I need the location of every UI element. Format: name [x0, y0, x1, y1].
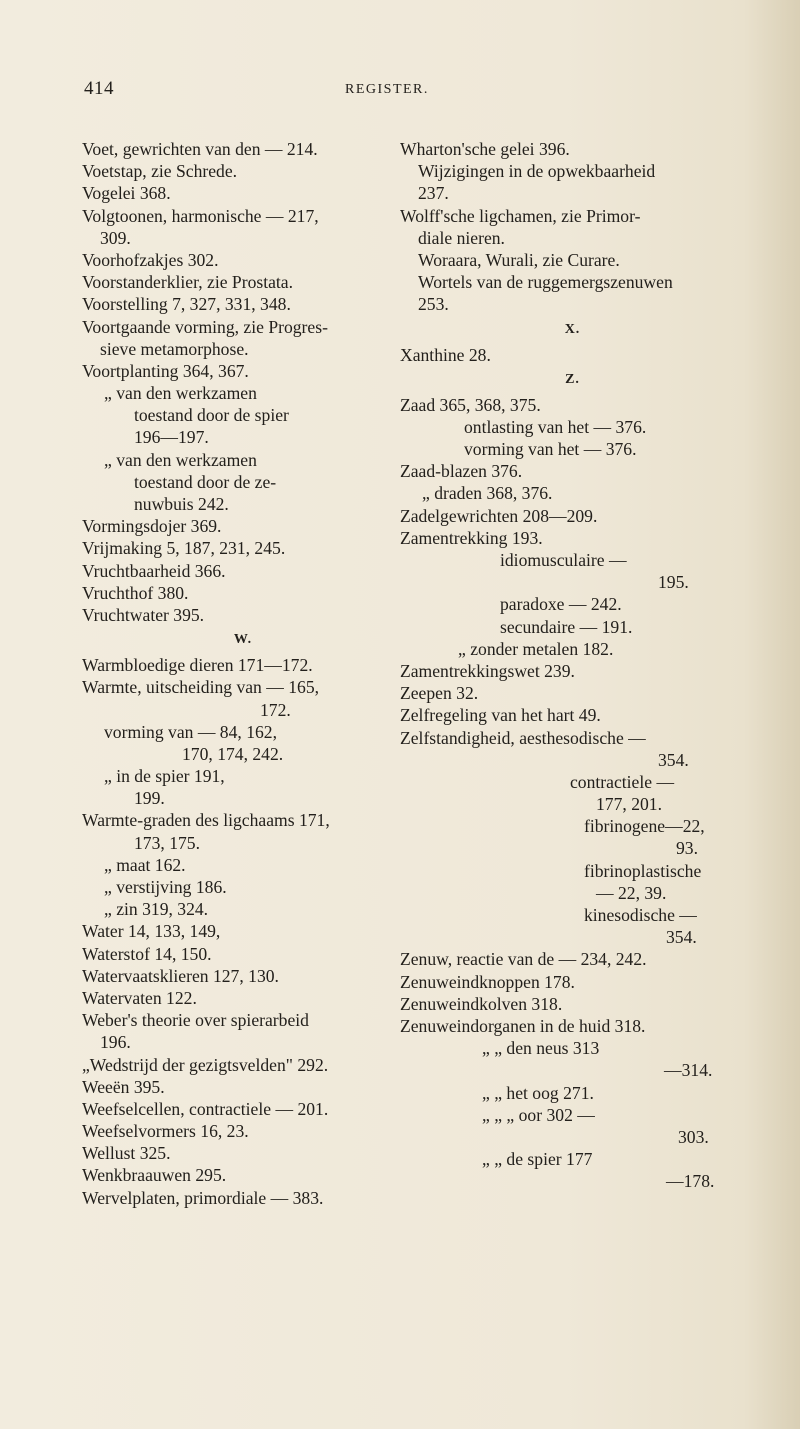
index-entry: 170, 174, 242. [182, 743, 284, 764]
index-entry: fibrinogene—22, [584, 816, 705, 837]
index-entry: 309. [100, 227, 131, 248]
index-entry: Vruchtwater 395. [82, 604, 205, 625]
index-entry: —314. [664, 1060, 713, 1081]
index-entry: idiomusculaire — [500, 550, 627, 570]
index-entry: vorming van — 84, 162, [104, 721, 277, 742]
index-entry: Wortels van de ruggemergszenuwen [418, 272, 673, 293]
index-entry: secundaire — 191. [500, 616, 633, 637]
index-entry: Weber's theorie over spierarbeid [82, 1010, 309, 1031]
index-entry: Weeën 395. [82, 1076, 165, 1097]
page-number: 414 [84, 78, 114, 99]
section-letter: W. [233, 632, 253, 648]
index-entry: fibrinoplastische [584, 860, 702, 881]
index-entry: Water 14, 133, 149, [82, 921, 221, 942]
index-entry: — 22, 39. [596, 882, 667, 903]
index-entry: „ „ de spier 177 [482, 1149, 593, 1170]
page-header [0, 78, 800, 108]
index-entry: sieve metamorphose. [100, 338, 249, 359]
index-entry: Voet, gewrichten van den — 214. [82, 139, 318, 159]
index-entry: 173, 175. [134, 832, 200, 853]
index-entry: 354. [658, 749, 689, 770]
index-entry: Warmbloedige dieren 171—172. [82, 655, 313, 676]
index-entry: 196. [100, 1032, 131, 1053]
index-entry: Zenuw, reactie van de — 234, 242. [400, 949, 647, 970]
index-entry: „ zin 319, 324. [104, 899, 209, 920]
index-entry: „ van den werkzamen [104, 383, 257, 404]
index-entry: nuwbuis 242. [134, 494, 229, 514]
index-entry: 199. [134, 788, 165, 809]
index-entry: „ „ het oog 271. [482, 1082, 594, 1103]
index-entry: Wenkbraauwen 295. [82, 1165, 227, 1186]
index-entry: Zenuweindknoppen 178. [400, 971, 575, 992]
index-entry: Watervaten 122. [82, 987, 197, 1008]
running-title: REGISTER. [345, 82, 429, 97]
index-entry: 172. [260, 699, 291, 720]
index-entry: kinesodische — [584, 905, 697, 925]
index-entry: „ in de spier 191, [104, 766, 225, 787]
index-entry: toestand door de spier [134, 405, 289, 426]
index-entry: 195. [658, 572, 689, 593]
index-entry: Voorstanderklier, zie Prostata. [82, 272, 294, 293]
index-entry: Wellust 325. [82, 1143, 171, 1164]
index-entry: Vrijmaking 5, 187, 231, 245. [82, 538, 286, 559]
left-column [82, 138, 404, 1209]
index-entry: 196—197. [134, 427, 209, 448]
index-entry: Vruchthof 380. [82, 582, 189, 603]
section-letter: X. [564, 321, 581, 337]
index-entry: ontlasting van het — 376. [464, 416, 647, 437]
index-entry: Zaad-blazen 376. [400, 461, 523, 482]
index-entry: Weefselvormers 16, 23. [82, 1121, 249, 1142]
index-entry: Vormingsdojer 369. [82, 516, 222, 537]
index-entry: „ „ „ oor 302 — [482, 1104, 595, 1125]
index-entry: „ maat 162. [104, 854, 186, 875]
index-entry: Voortgaande vorming, zie Progres- [82, 316, 328, 337]
index-entry: „ „ den neus 313 [482, 1038, 600, 1059]
section-letter: Z. [565, 371, 580, 387]
index-entry: Zaad 365, 368, 375. [400, 394, 541, 415]
index-entry: Wijzigingen in de opwekbaarheid [418, 161, 656, 182]
index-entry: Zeepen 32. [400, 683, 479, 704]
index-entry: Voorstelling 7, 327, 331, 348. [82, 294, 291, 315]
index-entry: Weefselcellen, contractiele — 201. [82, 1098, 329, 1119]
index-entry: Wharton'sche gelei 396. [400, 139, 570, 159]
index-entry: Zadelgewrichten 208—209. [400, 505, 598, 526]
index-entry: „ van den werkzamen [104, 449, 257, 470]
index-entry: Warmte, uitscheiding van — 165, [82, 677, 320, 698]
index-entry: 177, 201. [596, 794, 662, 815]
index-entry: 253. [418, 294, 449, 315]
index-entry: toestand door de ze- [134, 471, 277, 492]
index-entry: Zenuweindorganen in de huid 318. [400, 1015, 646, 1036]
index-entry: diale nieren. [418, 227, 505, 248]
index-entry: Wolff'sche ligchamen, zie Primor- [400, 205, 641, 226]
index-entry: —178. [666, 1171, 715, 1192]
index-entry: Zenuweindkolven 318. [400, 993, 563, 1014]
index-entry: „ verstijving 186. [104, 877, 227, 897]
index-entry: „ zonder metalen 182. [458, 638, 614, 659]
index-entry: Zelfstandigheid, aesthesodische — [400, 727, 646, 748]
index-entry: Zamentrekkingswet 239. [400, 660, 575, 681]
index-entry: Zelfregeling van het hart 49. [400, 705, 601, 726]
index-entry: vorming van het — 376. [464, 439, 637, 460]
index-entry: Voetstap, zie Schrede. [82, 161, 238, 182]
index-entry: Warmte-graden des ligchaams 171, [82, 810, 330, 831]
index-entry: paradoxe — 242. [500, 594, 622, 615]
index-entry: Zamentrekking 193. [400, 527, 543, 548]
index-entry: 237. [418, 183, 449, 204]
index-entry: Voortplanting 364, 367. [82, 360, 249, 381]
index-entry: Waterstof 14, 150. [82, 943, 212, 964]
right-column [400, 138, 745, 1192]
index-entry: „Wedstrijd der gezigtsvelden" 292. [82, 1054, 329, 1075]
index-entry: Watervaatsklieren 127, 130. [82, 965, 279, 986]
index-entry: Voorhofzakjes 302. [82, 249, 219, 270]
index-entry: Vogelei 368. [82, 183, 171, 204]
index-entry: Volgtoonen, harmonische — 217, [82, 205, 319, 226]
index-entry: 354. [666, 927, 697, 948]
index-entry: 93. [676, 838, 698, 859]
index-entry: „ draden 368, 376. [422, 483, 553, 504]
index-entry: Vruchtbaarheid 366. [82, 560, 226, 581]
index-entry: Woraara, Wurali, zie Curare. [418, 249, 620, 270]
index-entry: Xanthine 28. [400, 344, 491, 365]
index-entry: Wervelplaten, primordiale — 383. [82, 1187, 324, 1208]
index-entry: 303. [678, 1126, 709, 1147]
index-entry: contractiele — [570, 771, 675, 792]
